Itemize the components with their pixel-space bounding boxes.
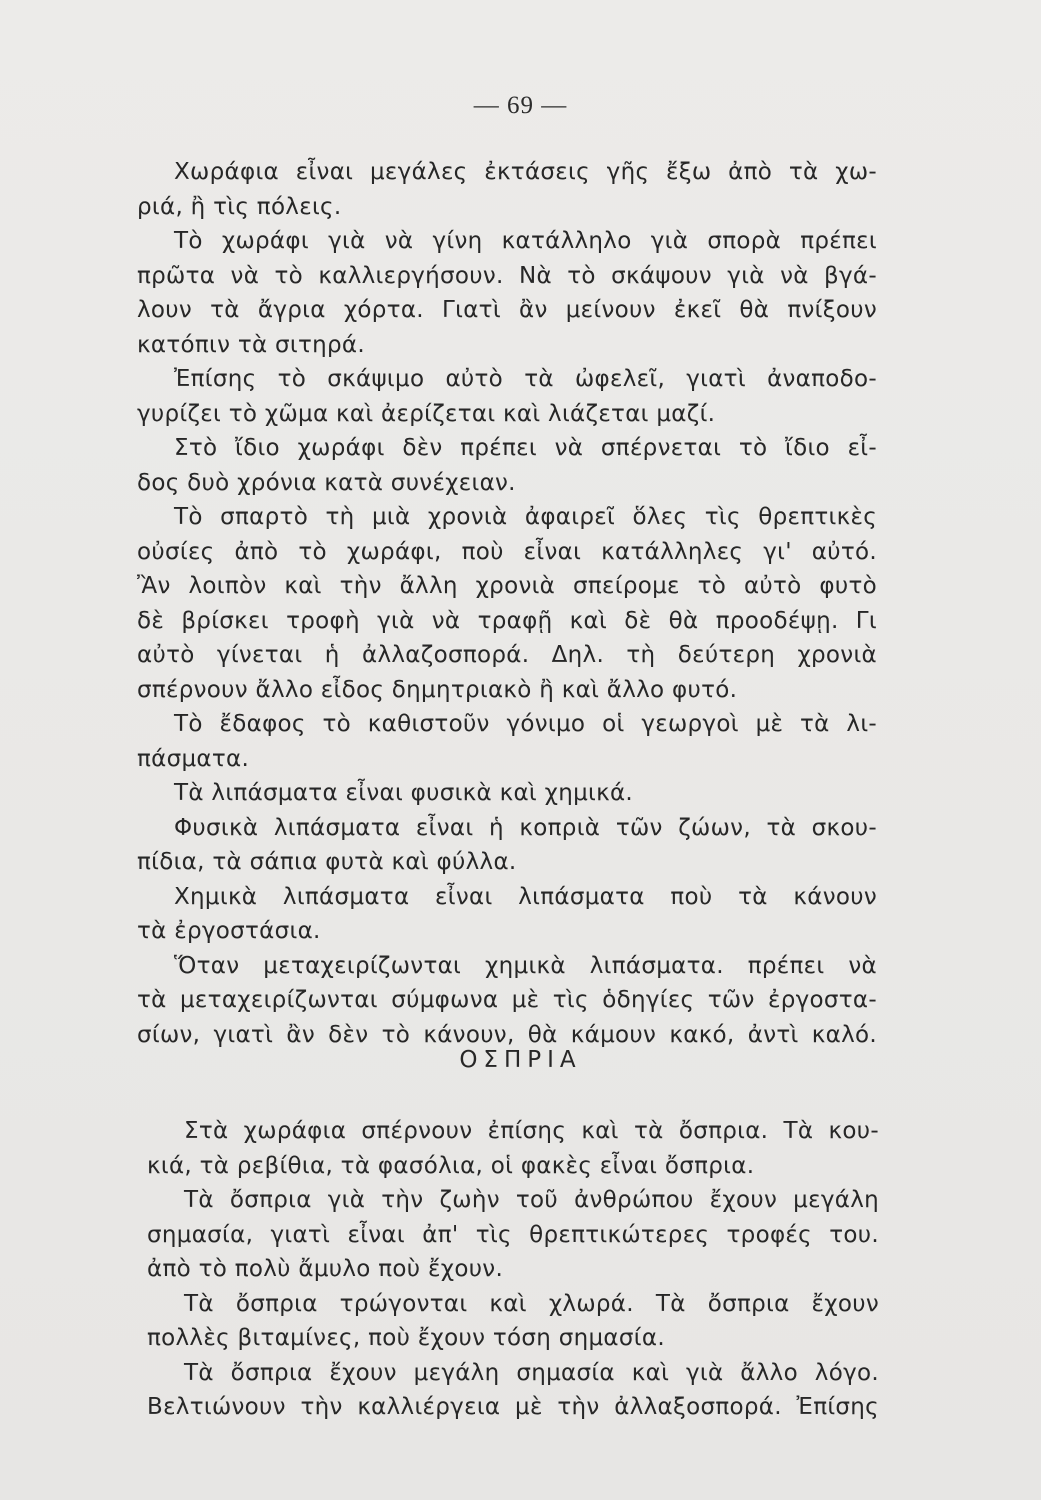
text-line: Τὰ λιπάσματα εἶναι φυσικὰ καὶ χημικά. bbox=[174, 780, 634, 806]
text-line: δος δυὸ χρόνια κατὰ συνέχειαν. bbox=[137, 469, 516, 496]
section-title: ΟΣΠΡΙΑ bbox=[459, 1047, 582, 1073]
text-line: οὐσίες ἀπὸ τὸ χωράφι, ποὺ εἶναι κατάλληλες γι' αὐτό. bbox=[137, 538, 877, 565]
text-line: τὰ μεταχειρίζωνται σύμφωνα μὲ τὶς ὁδηγίες τῶν ἐργοστα- bbox=[137, 987, 877, 1013]
text-line: κιά, τὰ ρεβίθια, τὰ φασόλια, οἱ φακὲς εἶναι ὄσπρια. bbox=[147, 1152, 755, 1179]
text-line: πάσματα. bbox=[137, 745, 250, 772]
text-line: Στὸ ἴδιο χωράφι δὲν πρέπει νὰ σπέρνεται τὸ ἴδιο εἶ- bbox=[174, 435, 877, 461]
text-line: Στὰ χωράφια σπέρνουν ἐπίσης καὶ τὰ ὄσπρια. Τὰ κου- bbox=[184, 1118, 879, 1144]
text-line: πρῶτα νὰ τὸ καλλιεργήσουν. Νὰ τὸ σκάψουν γιὰ νὰ βγά- bbox=[137, 262, 877, 289]
text-line: ριά, ἢ τὶς πόλεις. bbox=[137, 193, 342, 220]
text-line: γυρίζει τὸ χῶμα καὶ ἀερίζεται καὶ λιάζεται μαζί. bbox=[137, 400, 716, 427]
section-text-block bbox=[147, 1114, 879, 1425]
text-line: Ἂν λοιπὸν καὶ τὴν ἄλλη χρονιὰ σπείρομε τὸ αὐτὸ φυτὸ bbox=[137, 573, 877, 599]
text-line: αὐτὸ γίνεται ἡ ἀλλαζοσπορά. Δηλ. τὴ δεύτερη χρονιὰ bbox=[137, 642, 877, 668]
text-line: Ἐπίσης τὸ σκάψιμο αὐτὸ τὰ ὠφελεῖ, γιατὶ ἀναποδο- bbox=[174, 366, 877, 392]
main-text-block bbox=[137, 155, 877, 1052]
text-line: Χημικὰ λιπάσματα εἶναι λιπάσματα ποὺ τὰ κάνουν bbox=[174, 883, 877, 910]
text-line: κατόπιν τὰ σιτηρά. bbox=[137, 331, 365, 358]
text-line: Χωράφια εἶναι μεγάλες ἐκτάσεις γῆς ἔξω ἀπὸ τὰ χω- bbox=[174, 159, 877, 185]
text-line: σίων, γιατὶ ἂν δὲν τὸ κάνουν, θὰ κάμουν κακό, ἀντὶ καλό. bbox=[137, 1021, 877, 1048]
text-line: Τὸ χωράφι γιὰ νὰ γίνη κατάλληλο γιὰ σπορὰ πρέπει bbox=[174, 228, 877, 254]
text-line: Τὸ σπαρτὸ τὴ μιὰ χρονιὰ ἀφαιρεῖ ὅλες τὶς θρεπτικὲς bbox=[174, 504, 877, 530]
text-line: Τὰ ὄσπρια γιὰ τὴν ζωὴν τοῦ ἀνθρώπου ἔχουν μεγάλη bbox=[184, 1187, 879, 1213]
text-line: Βελτιώνουν τὴν καλλιέργεια μὲ τὴν ἀλλαξοσπορά. Ἐπίσης bbox=[147, 1394, 879, 1420]
text-line: Τὰ ὄσπρια ἔχουν μεγάλη σημασία καὶ γιὰ ἄλλο λόγο. bbox=[184, 1359, 879, 1386]
text-line: Φυσικὰ λιπάσματα εἶναι ἡ κοπριὰ τῶν ζώων, τὰ σκου- bbox=[174, 814, 877, 841]
text-line: λουν τὰ ἄγρια χόρτα. Γιατὶ ἂν μείνουν ἐκεῖ θὰ πνίξουν bbox=[137, 297, 877, 323]
text-line: σπέρνουν ἄλλο εἶδος δημητριακὸ ἢ καὶ ἄλλο φυτό. bbox=[137, 676, 738, 703]
page-number: — 69 — bbox=[473, 92, 568, 119]
text-line: Τὰ ὄσπρια τρώγονται καὶ χλωρά. Τὰ ὄσπρια ἔχουν bbox=[184, 1290, 879, 1317]
text-line: τὰ ἐργοστάσια. bbox=[137, 918, 321, 944]
text-line: πολλὲς βιταμίνες, ποὺ ἔχουν τόση σημασία. bbox=[147, 1325, 665, 1351]
text-line: ἀπὸ τὸ πολὺ ἄμυλο ποὺ ἔχουν. bbox=[147, 1256, 504, 1282]
text-line: πίδια, τὰ σάπια φυτὰ καὶ φύλλα. bbox=[137, 849, 517, 875]
text-line: Ὅταν μεταχειρίζωνται χημικὰ λιπάσματα. πρέπει νὰ bbox=[174, 952, 877, 979]
text-line: Τὸ ἔδαφος τὸ καθιστοῦν γόνιμο οἱ γεωργοὶ μὲ τὰ λι- bbox=[174, 711, 877, 737]
text-line: σημασία, γιατὶ εἶναι ἀπ' τὶς θρεπτικώτερες τροφές του. bbox=[147, 1221, 879, 1248]
text-line: δὲ βρίσκει τροφὴ γιὰ νὰ τραφῇ καὶ δὲ θὰ προοδέψῃ. Γι bbox=[137, 607, 877, 634]
